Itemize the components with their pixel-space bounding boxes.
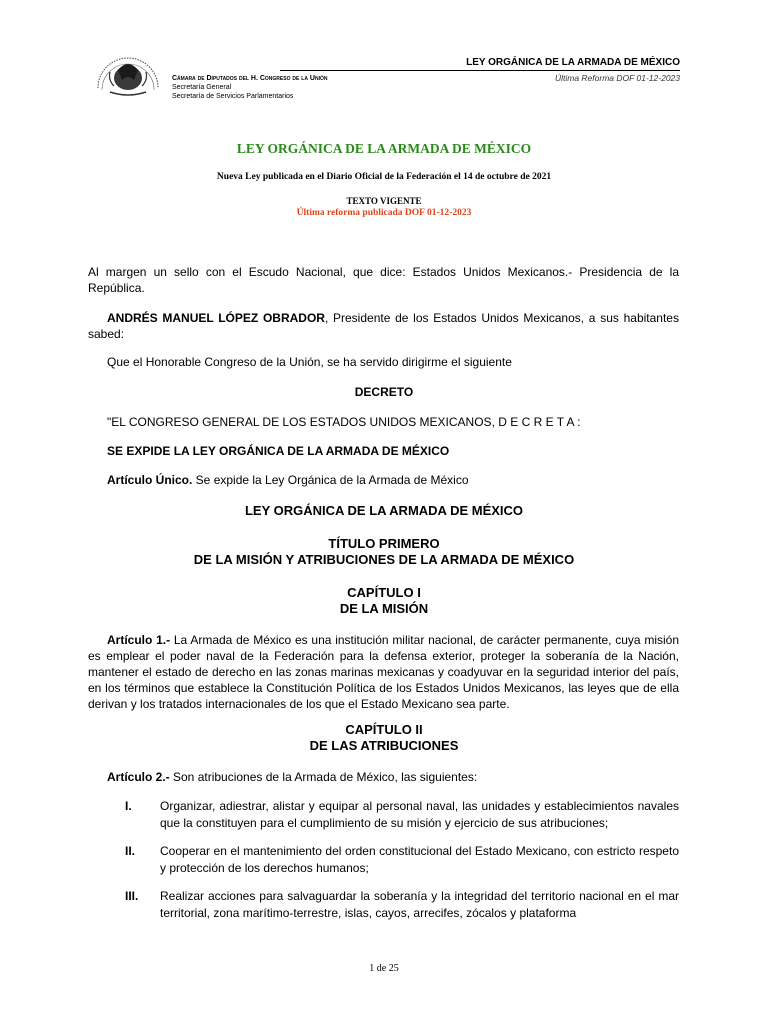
chapter-two-subheading: DE LAS ATRIBUCIONES [309,738,459,753]
header-institution: Cámara de Diputados del H. Congreso de la Unión [172,75,328,82]
article-unico-label: Artículo Único. [107,473,193,487]
article-1-text: La Armada de México es una institución militar nacional, de carácter permanente, cuya misión es emplear el poder naval de la Federación para la defensa exterior, proteger la soberanía de la Nación, mantener el estado de derecho en las zonas marinas mexicanas y coadyuvar en la seguridad interior del país, en los términos que establece la Constitución Política de los Estados Unidos Mexicanos, las leyes que de ella derivan y los tratados internacionales de los que el Estado Mexicano sea parte. [88,633,680,711]
paragraph-decreta: "EL CONGRESO GENERAL DE LOS ESTADOS UNIDOS MEXICANOS, D E C R E T A : [107,415,581,429]
last-reform-note: Última reforma publicada DOF 01-12-2023 [296,208,472,218]
chapter-two-heading: CAPÍTULO II [345,722,423,737]
article-2 [88,769,679,785]
header-doc-title: LEY ORGÁNICA DE LA ARMADA DE MÉXICO [280,57,680,71]
president-rest: , Presidente de los Estados Unidos Mexicanos, a sus habitantes sabed: [88,311,679,341]
article-1-label: Artículo 1.- [107,633,171,647]
text-status: TEXTO VIGENTE [346,196,422,206]
article-2-text: Son atribuciones de la Armada de México, las siguientes: [169,770,478,784]
paragraph-expide: SE EXPIDE LA LEY ORGÁNICA DE LA ARMADA DE MÉXICO [107,444,450,458]
list-item-number: I. [125,799,132,813]
decree-heading: DECRETO [354,385,414,399]
header-doc-block [280,57,680,83]
title-one-heading: TÍTULO PRIMERO [328,536,440,551]
national-seal-icon [88,40,168,102]
list-item-text: Realizar acciones para salvaguardar la soberanía y la integridad del territorio nacional en el mar territorial, zona marítimo-terrestre, islas, cayos, arrecifes, zócalos y plataforma [160,889,679,920]
header-services: Secretaría de Servicios Parlamentarios [172,93,294,100]
article-2-label: Artículo 2.- [107,770,170,784]
article-unico [88,472,679,488]
publication-note: Nueva Ley publicada en el Diario Oficial de la Federación el 14 de octubre de 2021 [216,172,552,182]
page-number: 1 de 25 [369,963,399,974]
chapter-one-subheading: DE LA MISIÓN [339,601,429,616]
document-title: LEY ORGÁNICA DE LA ARMADA DE MÉXICO [236,141,532,156]
paragraph-president [88,310,679,342]
president-name: ANDRÉS MANUEL LÓPEZ OBRADOR [107,311,325,325]
list-item-number: II. [125,844,136,858]
header-last-reform: Última Reforma DOF 01-12-2023 [554,73,680,83]
list-item-number: III. [125,889,139,903]
header-secretariat: Secretaría General [172,84,232,91]
title-one-subheading: DE LA MISIÓN Y ATRIBUCIONES DE LA ARMADA DE MÉXICO [193,552,575,567]
article-unico-text: Se expide la Ley Orgánica de la Armada de México [192,473,469,487]
paragraph-seal: Al margen un sello con el Escudo Nacional, que dice: Estados Unidos Mexicanos.- Presidencia de la República. [88,265,679,295]
list-item-text: Organizar, adiestrar, alistar y equipar al personal naval, las unidades y establecimientos navales que la constituyen para el cumplimiento de su misión y ejercicio de sus atribuciones; [160,799,679,830]
paragraph-congress: Que el Honorable Congreso de la Unión, se ha servido dirigirme el siguiente [107,355,512,369]
chapter-one-heading: CAPÍTULO I [347,585,421,600]
law-heading: LEY ORGÁNICA DE LA ARMADA DE MÉXICO [244,503,524,518]
article-1 [88,632,679,712]
list-item-text: Cooperar en el mantenimiento del orden constitucional del Estado Mexicano, con estricto respeto y protección de los derechos humanos; [160,844,679,875]
